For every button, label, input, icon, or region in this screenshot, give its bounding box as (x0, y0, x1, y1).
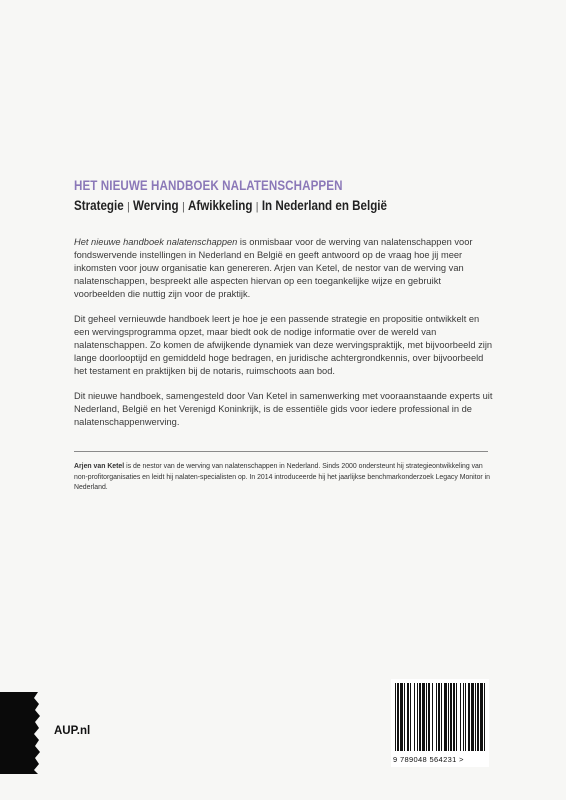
publisher-url: AUP.nl (54, 725, 91, 737)
book-title: HET NIEUWE HANDBOEK NALATENSCHAPPEN (74, 178, 343, 193)
subtitle-part: Afwikkeling (187, 198, 253, 213)
book-subtitle (74, 198, 387, 213)
subtitle-separator: | (127, 201, 130, 213)
blurb-paragraph (74, 236, 494, 301)
blurb (74, 236, 494, 441)
subtitle-separator: | (255, 201, 259, 213)
subtitle-part: Strategie (74, 198, 124, 213)
blurb-text: is onmisbaar voor de werving van nalatenschappen voor fondswervende instellingen in Nederland en België en geeft antwoord op de vraag hoe jij meer inkomsten voor jouw organisatie kan genereren. Arjen van Ketel, de nestor van de werving van nalatenschappen, bespreekt alle aspecten hiervan op een toegankelijke wijze en gebruikt voorbeelden die nuttig zijn voor de praktijk. (74, 237, 473, 299)
tab-zigzag-edge (32, 692, 42, 774)
subtitle-part: Werving (133, 198, 179, 213)
blurb-paragraph: Dit nieuwe handboek, samengesteld door Van Ketel in samenwerking met vooraanstaande experts uit Nederland, België en het Verenigd Koninkrijk, is de essentiële gids voor iedere professional in de nalatenschappenwerving. (74, 391, 493, 427)
book-title-italic: Het nieuwe handboek nalatenschappen (74, 237, 238, 247)
barcode-area (391, 679, 489, 767)
author-name: Arjen van Ketel (74, 463, 125, 470)
barcode (391, 679, 489, 754)
author-bio-text: is de nestor van de werving van nalatenschappen in Nederland. Sinds 2000 ondersteunt hij strategieontwikkeling van non-profitorganisaties en leidt hij nalaten-specialisten op. In 2014 introduceerde hij het jaarlijkse benchmarkonderzoek Legacy Monitor in Nederland. (74, 463, 490, 491)
author-bio (74, 462, 494, 494)
isbn-number: 9 789048 564231 > (393, 755, 464, 764)
subtitle-part: In Nederland en België (261, 198, 387, 213)
divider (74, 451, 488, 452)
blurb-paragraph: Dit geheel vernieuwde handboek leert je hoe je een passende strategie en propositie ontwikkelt en een wervingsprogramma opzet, maar biedt ook de nodige informatie over de wereld van nalatenschappen. Zo komen de afwijkende dynamiek van deze wervingspraktijk, met bijvoorbeeld zijn lange doorlooptijd en gemiddeld hoge bedragen, en juridische achtergrondkennis, over bijvoorbeeld het testament en praktijken bij de notaris, ruimschoots aan bod. (74, 314, 493, 376)
publisher-tab (0, 692, 32, 774)
subtitle-separator: | (182, 201, 185, 213)
